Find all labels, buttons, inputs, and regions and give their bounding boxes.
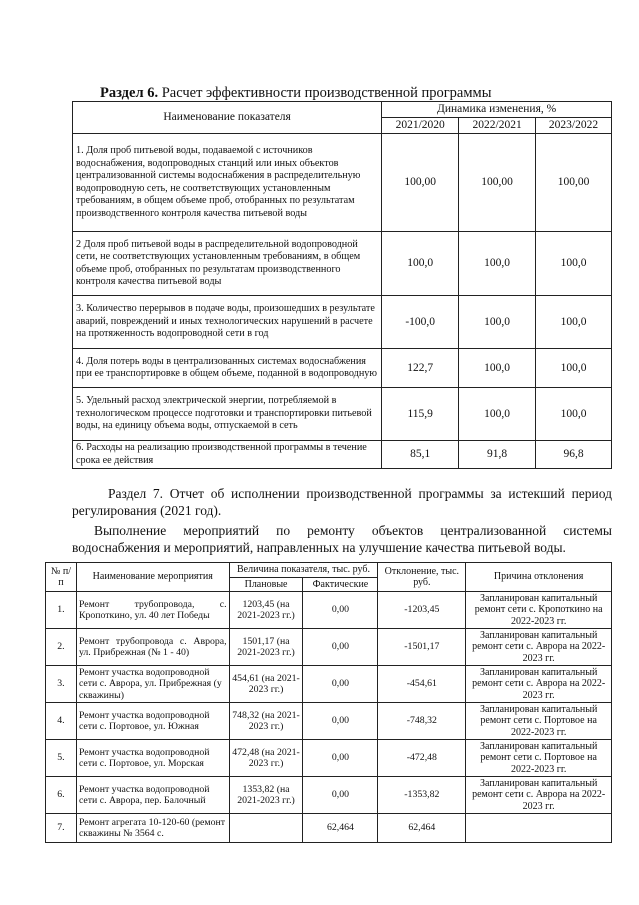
deviation-reason: Запланирован капитальный ремонт сети с. Портовое на 2022-2023 гг. xyxy=(466,703,612,740)
table-row xyxy=(73,388,612,441)
table-row xyxy=(73,441,612,469)
table-row xyxy=(46,666,612,703)
planned-value: 454,61 (на 2021-2023 гг.) xyxy=(229,666,303,703)
deviation-value: 62,464 xyxy=(378,814,466,843)
table-row xyxy=(46,703,612,740)
measure-name: Ремонт участка водопроводной сети с. Портовое, ул. Морская xyxy=(76,740,229,777)
measure-name: Ремонт участка водопроводной сети с. Аврора, ул. Прибрежная (у скважины) xyxy=(76,666,229,703)
table-row xyxy=(46,740,612,777)
indicator-value: 100,0 xyxy=(536,296,612,349)
planned-value: 1203,45 (на 2021-2023 гг.) xyxy=(229,592,303,629)
measure-name: Ремонт участка водопроводной сети с. Портовое, ул. Южная xyxy=(76,703,229,740)
actual-value: 62,464 xyxy=(303,814,378,843)
table-row xyxy=(46,592,612,629)
section6-title-bold: Раздел 6. xyxy=(100,85,159,101)
row-num: 7. xyxy=(46,814,77,843)
table-row xyxy=(46,814,612,843)
period-header: 2022/2021 xyxy=(459,118,536,134)
row-num: 1. xyxy=(46,592,77,629)
indicator-value: 96,8 xyxy=(536,441,612,469)
indicator-name: 4. Доля потерь воды в централизованных системах водоснабжения при ее транспортировке в общем объеме, поданной в водопроводную xyxy=(73,349,382,388)
indicator-value: -100,0 xyxy=(382,296,459,349)
table-row xyxy=(73,232,612,296)
indicator-name: 1. Доля проб питьевой воды, подаваемой с источников водоснабжения, водопроводных станций или иных объектов централизованной системы водоснабжения в распределительную водопроводную сеть, не соответствующих установленным требованиям, в общем объеме проб, отобранных по результатам производственного контроля качества питьевой воды xyxy=(73,134,382,232)
indicator-name: 3. Количество перерывов в подаче воды, произошедших в результате аварий, повреждений и иных технологических нарушений в расчете на протяженность водопроводной сети в год xyxy=(73,296,382,349)
num-header: № п/п xyxy=(46,563,77,592)
planned-value: 1501,17 (на 2021-2023 гг.) xyxy=(229,629,303,666)
measure-name: Ремонт трубопровода, с. Кропоткино, ул. 40 лет Победы xyxy=(76,592,229,629)
name-header: Наименование мероприятия xyxy=(76,563,229,592)
section6-title xyxy=(100,85,491,102)
table-row xyxy=(73,296,612,349)
indicator-value: 122,7 xyxy=(382,349,459,388)
indicator-value: 100,0 xyxy=(459,296,536,349)
row-num: 5. xyxy=(46,740,77,777)
measure-name: Ремонт участка водопроводной сети с. Аврора, пер. Балочный xyxy=(76,777,229,814)
section7-heading: Раздел 7. Отчет об исполнении производственной программы за истекший период регулирования (2021 год). xyxy=(72,486,612,518)
measure-name: Ремонт агрегата 10-120-60 (ремонт скважины № 3564 с. xyxy=(76,814,229,843)
row-num: 4. xyxy=(46,703,77,740)
planned-value xyxy=(229,814,303,843)
indicator-name: 5. Удельный расход электрической энергии, потребляемой в технологическом процессе подготовки и транспортировки питьевой воды, на единицу объема воды, отпускаемой в сеть xyxy=(73,388,382,441)
actual-header: Фактические xyxy=(303,577,378,592)
indicator-value: 91,8 xyxy=(459,441,536,469)
section7-paragraph: Выполнение мероприятий по ремонту объектов централизованной системы водоснабжения и мероприятий, направленных на улучшение качества питьевой воды. xyxy=(72,523,612,555)
actual-value: 0,00 xyxy=(303,592,378,629)
period-header: 2023/2022 xyxy=(536,118,612,134)
indicator-name: 6. Расходы на реализацию производственной программы в течение срока ее действия xyxy=(73,441,382,469)
table-row xyxy=(73,349,612,388)
table-row xyxy=(46,629,612,666)
row-num: 2. xyxy=(46,629,77,666)
dynamics-header: Динамика изменения, % xyxy=(382,102,612,118)
deviation-reason xyxy=(466,814,612,843)
deviation-reason: Запланирован капитальный ремонт сети с. Аврора на 2022-2023 гг. xyxy=(466,629,612,666)
table-row xyxy=(73,134,612,232)
indicator-value: 100,00 xyxy=(382,134,459,232)
program-report-table xyxy=(45,562,612,843)
deviation-value: -1203,45 xyxy=(378,592,466,629)
deviation-header: Отклонение, тыс. руб. xyxy=(378,563,466,592)
planned-header: Плановые xyxy=(229,577,303,592)
indicator-value: 100,0 xyxy=(536,232,612,296)
indicator-value: 100,0 xyxy=(459,349,536,388)
actual-value: 0,00 xyxy=(303,629,378,666)
deviation-value: -1353,82 xyxy=(378,777,466,814)
reason-header: Причина отклонения xyxy=(466,563,612,592)
deviation-reason: Запланирован капитальный ремонт сети с. Аврора на 2022-2023 гг. xyxy=(466,666,612,703)
row-num: 3. xyxy=(46,666,77,703)
efficiency-table xyxy=(72,101,612,469)
indicator-name: 2 Доля проб питьевой воды в распределительной водопроводной сети, не соответствующих установленным требованиям, в общем объеме проб, отобранных по результатам производственного контроля качества питьевой воды xyxy=(73,232,382,296)
indicator-value: 100,0 xyxy=(536,349,612,388)
indicator-value: 100,0 xyxy=(536,388,612,441)
actual-value: 0,00 xyxy=(303,777,378,814)
deviation-reason: Запланирован капитальный ремонт сети с. Кропоткино на 2022-2023 гг. xyxy=(466,592,612,629)
planned-value: 1353,82 (на 2021-2023 гг.) xyxy=(229,777,303,814)
actual-value: 0,00 xyxy=(303,703,378,740)
deviation-value: -1501,17 xyxy=(378,629,466,666)
actual-value: 0,00 xyxy=(303,740,378,777)
row-num: 6. xyxy=(46,777,77,814)
indicator-value: 115,9 xyxy=(382,388,459,441)
measure-name: Ремонт трубопровода с. Аврора, ул. Прибрежная (№ 1 - 40) xyxy=(76,629,229,666)
deviation-value: -454,61 xyxy=(378,666,466,703)
indicator-value: 85,1 xyxy=(382,441,459,469)
deviation-reason: Запланирован капитальный ремонт сети с. Аврора на 2022-2023 гг. xyxy=(466,777,612,814)
deviation-value: -748,32 xyxy=(378,703,466,740)
indicator-value: 100,0 xyxy=(459,388,536,441)
deviation-reason: Запланирован капитальный ремонт сети с. Портовое на 2022-2023 гг. xyxy=(466,740,612,777)
period-header: 2021/2020 xyxy=(382,118,459,134)
planned-value: 748,32 (на 2021-2023 гг.) xyxy=(229,703,303,740)
section6-title-text: Расчет эффективности производственной программы xyxy=(158,85,492,101)
deviation-value: -472,48 xyxy=(378,740,466,777)
indicator-value: 100,0 xyxy=(382,232,459,296)
indicator-value: 100,00 xyxy=(536,134,612,232)
planned-value: 472,48 (на 2021-2023 гг.) xyxy=(229,740,303,777)
indicator-value: 100,00 xyxy=(459,134,536,232)
actual-value: 0,00 xyxy=(303,666,378,703)
table-row xyxy=(46,777,612,814)
indicator-header: Наименование показателя xyxy=(73,102,382,134)
indicator-value: 100,0 xyxy=(459,232,536,296)
value-header: Величина показателя, тыс. руб. xyxy=(229,563,378,578)
